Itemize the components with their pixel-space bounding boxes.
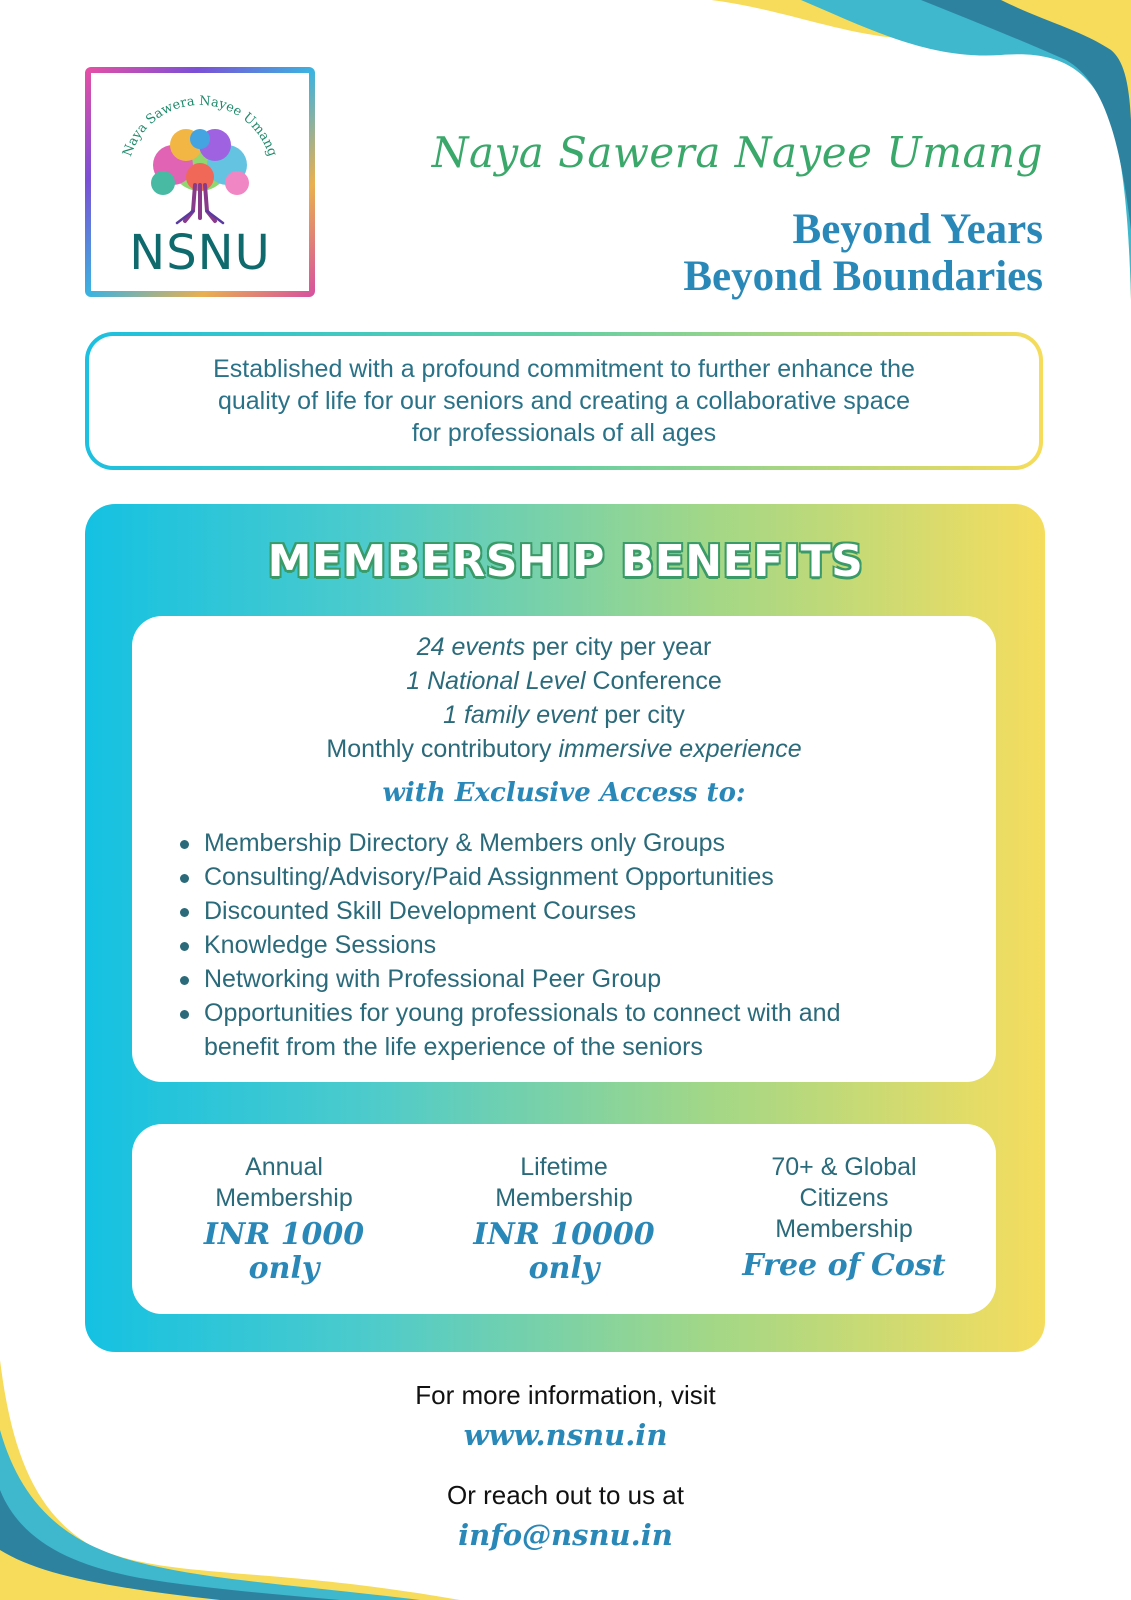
plan-annual-price: INR 1000: [203, 1217, 365, 1252]
footer-website: [0, 1418, 1131, 1452]
highlight-conference: 1 National Level Conference: [406, 667, 722, 695]
list-item: Membership Directory & Members only Groups: [204, 826, 964, 860]
list-item: Opportunities for young professionals to connect with and: [204, 996, 964, 1030]
bullet-icon: [180, 942, 189, 951]
plan-lifetime: Lifetime Membership INR 10000 only: [434, 1152, 694, 1286]
highlight-immersive: Monthly contributory immersive experience: [326, 735, 802, 763]
access-list: [204, 826, 964, 1064]
bullet-icon: [180, 1010, 189, 1019]
list-item: Networking with Professional Peer Group: [204, 962, 964, 996]
logo-mark: NSNU: [129, 225, 271, 281]
brand-name: Naya Sawera Nayee Umang: [431, 128, 1043, 177]
intro-box: [85, 332, 1043, 470]
plan-lifetime-price: INR 10000: [473, 1217, 655, 1252]
bullet-icon: [180, 840, 189, 849]
list-item: Discounted Skill Development Courses: [204, 894, 964, 928]
benefits-card: [132, 616, 996, 1082]
nsnu-logo: [85, 67, 315, 297]
list-item: Consulting/Advisory/Paid Assignment Opportunities: [204, 860, 964, 894]
highlights: [132, 630, 996, 766]
exclusive-access-heading: with Exclusive Access to:: [382, 778, 746, 808]
footer-info-text: For more information, visit: [415, 1380, 716, 1410]
pricing-card: [132, 1124, 996, 1314]
intro-text: [213, 353, 915, 449]
intro-line-3: for professionals of all ages: [411, 419, 717, 447]
intro-line-2: quality of life for our seniors and creating a collaborative space: [217, 387, 911, 415]
footer-email: [0, 1518, 1131, 1552]
intro-line-1: Established with a profound commitment to further enhance the: [213, 355, 915, 383]
list-item-continuation: benefit from the life experience of the seniors: [204, 1033, 703, 1061]
plan-global-citizens: 70+ & Global Citizens Membership Free of Cost: [714, 1152, 974, 1283]
bullet-icon: [180, 874, 189, 883]
tagline: [683, 206, 1043, 300]
email-link[interactable]: info@nsnu.in: [458, 1518, 673, 1552]
membership-benefits-title: MEMBERSHIP BENEFITS: [267, 536, 864, 587]
tagline-line-1: Beyond Years: [792, 206, 1043, 253]
highlight-family-event: 1 family event per city: [443, 701, 685, 729]
highlight-events: 24 events per city per year: [416, 633, 712, 661]
list-item: Knowledge Sessions: [204, 928, 964, 962]
tagline-line-2: Beyond Boundaries: [683, 253, 1043, 300]
website-link[interactable]: www.nsnu.in: [463, 1418, 668, 1452]
plan-global-price: Free of Cost: [742, 1248, 946, 1283]
logo-arc-text: Naya Sawera Nayee Umang: [120, 93, 280, 159]
footer-reach-text: Or reach out to us at: [446, 1480, 684, 1510]
plan-annual: Annual Membership INR 1000 only: [154, 1152, 414, 1286]
bullet-icon: [180, 976, 189, 985]
bullet-icon: [180, 908, 189, 917]
